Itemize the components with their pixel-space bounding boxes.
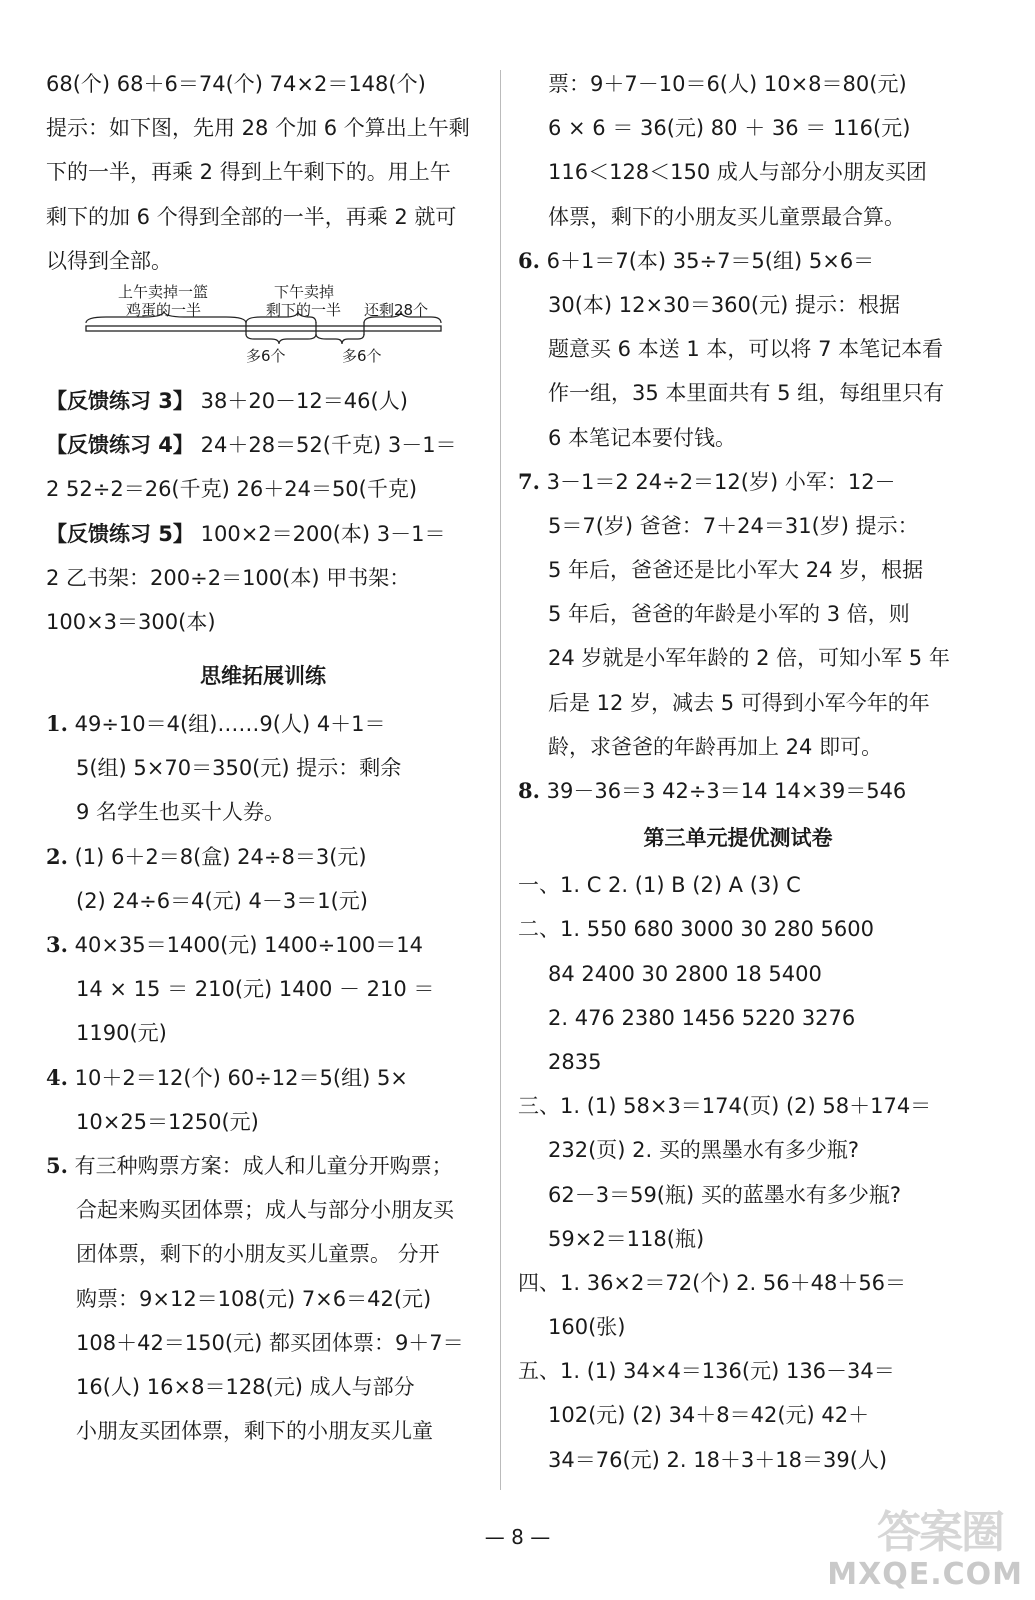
watermark-logo: 答案圈 bbox=[877, 1507, 1003, 1558]
diagram-label: 下午卖掉 bbox=[274, 282, 335, 301]
text-line: 68(个) 68＋6＝74(个) 74×2＝148(个) bbox=[46, 72, 426, 96]
text-line: 5 年后，爸爸还是比小军大 24 岁，根据 bbox=[548, 558, 924, 583]
answer-text: 39－36＝3 42÷3＝14 14×39＝546 bbox=[539, 779, 907, 803]
question-number: 2. bbox=[46, 843, 68, 869]
feedback-answer: 38＋20－12＝46(人) bbox=[193, 388, 408, 413]
text-line: 232(页) 2. 买的黑墨水有多少瓶? bbox=[548, 1138, 860, 1163]
question-number: 1. bbox=[46, 711, 68, 737]
diagram-label: 多6个 bbox=[342, 346, 382, 365]
question-2 bbox=[46, 835, 480, 879]
question-number: 5. bbox=[46, 1152, 68, 1178]
text-line: 下的一半，再乘 2 得到上午剩下的。用上午 bbox=[46, 160, 451, 185]
question-number: 7. bbox=[518, 468, 540, 494]
text-line: 剩下的加 6 个得到全部的一半，再乘 2 就可 bbox=[46, 204, 457, 229]
right-column bbox=[518, 62, 958, 1482]
answer-text: 49÷10＝4(组)……9(人) 4＋1＝ bbox=[67, 712, 386, 737]
question-7 bbox=[518, 460, 958, 504]
text-line: 14 × 15 ＝ 210(元) 1400 － 210 ＝ bbox=[76, 977, 435, 1002]
section-heading: 思维拓展训练 bbox=[200, 664, 326, 689]
text-line: 小朋友买团体票，剩下的小朋友买儿童 bbox=[76, 1419, 433, 1444]
feedback-answer: 100×2＝200(本) 3－1＝ bbox=[193, 521, 446, 546]
text-line: 10×25＝1250(元) bbox=[76, 1109, 259, 1134]
feedback-tag: 【反馈练习 3】 bbox=[46, 388, 194, 413]
answer-text: 6＋1＝7(本) 35÷7＝5(组) 5×6＝ bbox=[539, 248, 875, 273]
feedback-tag: 【反馈练习 4】 bbox=[46, 433, 194, 458]
text-line: 2 乙书架：200÷2＝100(本) 甲书架： bbox=[46, 565, 411, 590]
text-line: 5＝7(岁) 爸爸：7＋24＝31(岁) 提示： bbox=[548, 513, 919, 538]
section-2: 二、1. 550 680 3000 30 280 5600 bbox=[518, 917, 874, 942]
text-line: 84 2400 30 2800 18 5400 bbox=[548, 961, 822, 986]
text-line: 100×3＝300(本) bbox=[46, 609, 216, 634]
answer-text: 有三种购票方案：成人和儿童分开购票； bbox=[67, 1153, 453, 1178]
text-line: 16(人) 16×8＝128(元) 成人与部分 bbox=[76, 1374, 415, 1399]
feedback-tag: 【反馈练习 5】 bbox=[46, 521, 194, 546]
question-8 bbox=[518, 769, 958, 813]
text-line: 59×2＝118(瓶) bbox=[548, 1226, 705, 1251]
question-4 bbox=[46, 1056, 480, 1100]
answer-text: 40×35＝1400(元) 1400÷100＝14 bbox=[67, 933, 423, 957]
diagram-label: 剩下的一半 bbox=[266, 300, 342, 319]
text-line: 108＋42＝150(元) 都买团体票：9＋7＝ bbox=[76, 1330, 464, 1355]
text-line: 160(张) bbox=[548, 1315, 626, 1340]
section-3: 三、1. (1) 58×3＝174(页) (2) 58＋174＝ bbox=[518, 1094, 932, 1119]
answer-text: (1) 6＋2＝8(盒) 24÷8＝3(元) bbox=[67, 844, 367, 869]
answer-text: 10＋2＝12(个) 60÷12＝5(组) 5× bbox=[67, 1065, 408, 1090]
section-heading: 第三单元提优测试卷 bbox=[643, 826, 833, 851]
text-line: 5 年后，爸爸的年龄是小军的 3 倍，则 bbox=[548, 602, 910, 627]
text-line: 2 52÷2＝26(千克) 26＋24＝50(千克) bbox=[46, 477, 418, 502]
text-line: 提示：如下图，先用 28 个加 6 个算出上午剩 bbox=[46, 116, 470, 141]
text-line: 2835 bbox=[548, 1049, 602, 1074]
section-5: 五、1. (1) 34×4＝136(元) 136－34＝ bbox=[518, 1359, 895, 1384]
text-line: 2. 476 2380 1456 5220 3276 bbox=[548, 1005, 856, 1030]
text-line: 34＝76(元) 2. 18＋3＋18＝39(人) bbox=[548, 1447, 888, 1472]
question-6 bbox=[518, 239, 958, 283]
text-line: 1190(元) bbox=[76, 1021, 167, 1046]
text-line: 24 岁就是小军年龄的 2 倍，可知小军 5 年 bbox=[548, 646, 950, 671]
text-line: 62－3＝59(瓶) 买的蓝墨水有多少瓶? bbox=[548, 1182, 902, 1207]
feedback-answer: 24＋28＝52(千克) 3－1＝ bbox=[193, 433, 457, 458]
text-line: 6 本笔记本要付钱。 bbox=[548, 425, 737, 450]
text-line: 购票：9×12＝108(元) 7×6＝42(元) bbox=[76, 1286, 432, 1311]
question-number: 8. bbox=[518, 778, 540, 803]
text-line: 题意买 6 本送 1 本，可以将 7 本笔记本看 bbox=[548, 337, 944, 362]
diagram-label: 还剩28个 bbox=[364, 300, 429, 319]
diagram-label: 多6个 bbox=[246, 346, 286, 365]
diagram-label: 鸡蛋的一半 bbox=[126, 300, 202, 319]
text-line: 以得到全部。 bbox=[46, 248, 172, 273]
section-1: 一、1. C 2. (1) B (2) A (3) C bbox=[518, 873, 801, 898]
text-line: 体票，剩下的小朋友买儿童票最合算。 bbox=[548, 204, 905, 229]
text-line: 6 × 6 ＝ 36(元) 80 ＋ 36 ＝ 116(元) bbox=[548, 116, 911, 141]
text-line: 116＜128＜150 成人与部分小朋友买团 bbox=[548, 160, 927, 185]
text-line: 合起来购买团体票；成人与部分小朋友买 bbox=[76, 1198, 454, 1223]
watermark-site: MXQE.COM bbox=[827, 1557, 1023, 1592]
diagram-label: 上午卖掉一篮 bbox=[118, 282, 209, 301]
feedback-4 bbox=[46, 423, 480, 467]
question-number: 4. bbox=[46, 1064, 68, 1090]
left-column bbox=[46, 62, 480, 1453]
watermark bbox=[823, 1496, 1023, 1592]
question-number: 6. bbox=[518, 247, 540, 273]
question-5 bbox=[46, 1144, 480, 1188]
text-line: 作一组，35 本里面共有 5 组，每组里只有 bbox=[548, 381, 945, 406]
text-line: 团体票，剩下的小朋友买儿童票。 分开 bbox=[76, 1242, 440, 1267]
question-1 bbox=[46, 702, 480, 746]
text-line: 9 名学生也买十人券。 bbox=[76, 800, 286, 825]
answer-text: 3－1＝2 24÷2＝12(岁) 小军：12－ bbox=[539, 469, 896, 494]
text-line: 30(本) 12×30＝360(元) 提示：根据 bbox=[548, 292, 900, 317]
feedback-5 bbox=[46, 512, 480, 556]
text-line: 票：9＋7－10＝6(人) 10×8＝80(元) bbox=[548, 72, 907, 96]
question-number: 3. bbox=[46, 932, 68, 957]
text-line: 102(元) (2) 34＋8＝42(元) 42＋ bbox=[548, 1403, 870, 1428]
diagram-bar bbox=[86, 326, 441, 331]
segment-diagram bbox=[46, 283, 480, 379]
page-number: — 8 — bbox=[484, 1525, 551, 1549]
brace-bottom-1 bbox=[246, 334, 316, 344]
text-line: 龄，求爸爸的年龄再加上 24 即可。 bbox=[548, 734, 883, 759]
column-divider bbox=[500, 70, 501, 1490]
feedback-3 bbox=[46, 379, 480, 423]
section-4: 四、1. 36×2＝72(个) 2. 56＋48＋56＝ bbox=[518, 1270, 907, 1295]
text-line: (2) 24÷6＝4(元) 4－3＝1(元) bbox=[76, 888, 368, 913]
brace-bottom-2 bbox=[316, 334, 364, 344]
question-3 bbox=[46, 923, 480, 967]
text-line: 后是 12 岁，减去 5 可得到小军今年的年 bbox=[548, 690, 930, 715]
text-line: 5(组) 5×70＝350(元) 提示：剩余 bbox=[76, 756, 402, 781]
